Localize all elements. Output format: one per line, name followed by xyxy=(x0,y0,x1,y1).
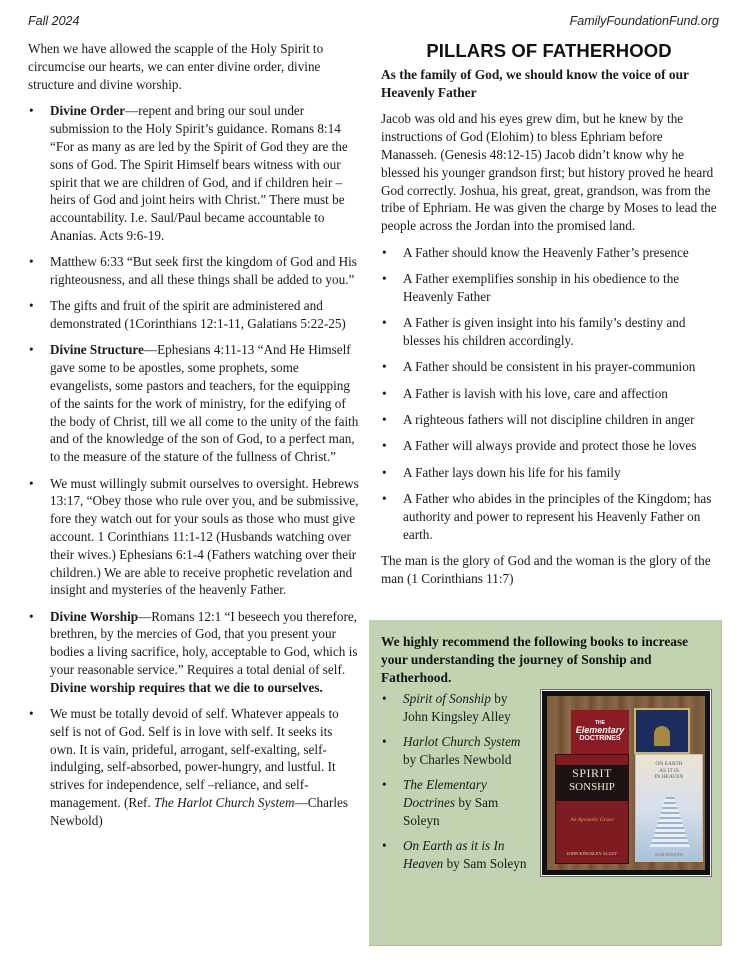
book-author: by Sam Soleyn xyxy=(443,855,527,871)
bullet-icon: • xyxy=(382,385,387,401)
bullet-icon: • xyxy=(29,608,34,624)
book-cover-elementary-doctrines xyxy=(571,710,629,760)
cover-text: JOHN KINGSLEY ALLEY xyxy=(566,851,618,856)
bullet-icon: • xyxy=(382,777,387,793)
list-item-text: A Father exemplifies sonship in his obedience to the Heavenly Father xyxy=(403,271,680,305)
bullet-icon: • xyxy=(382,315,387,331)
book-list xyxy=(381,690,531,880)
bullet-icon: • xyxy=(382,464,387,480)
book-item xyxy=(381,776,531,829)
issue-label: Fall 2024 xyxy=(28,14,80,28)
bullet-icon: • xyxy=(29,706,34,722)
cover-text: SAM SOLEYN xyxy=(654,852,684,857)
cover-text: DOCTRINES xyxy=(579,735,621,742)
bullet-text-after: —Charles Newbold) xyxy=(50,795,349,828)
cover-text: An Apostolic Grace xyxy=(570,817,614,823)
book-title: Harlot Church System xyxy=(403,734,521,750)
bullet-oversight xyxy=(28,475,360,600)
bullet-icon: • xyxy=(382,271,387,287)
bullet-text: We must willingly submit ourselves to oversight. Hebrews 13:17, “Obey those who rule over you, and be submissive, fore they watch out for your souls as those who must give account. 1 Corinthians 11:1-12 (Husbands watching over their wives.) Ephesians 6:1-4 (Fathers watching over their children.) We are able to receive prophetic revelation and insight and mysteries of the heavenly Father. xyxy=(50,475,359,598)
stairway-illustration xyxy=(650,797,690,847)
list-item-text: A Father lays down his life for his family xyxy=(403,464,621,480)
bullet-icon: • xyxy=(382,490,387,506)
cover-text: Elementary xyxy=(575,725,625,735)
bullet-icon: • xyxy=(29,342,34,358)
book-title: The Elementary Doctrines xyxy=(403,777,487,810)
bullet-text: The gifts and fruit of the spirit are administered and demonstrated (1Corinthians 12:1-11, Galatians 5:22-25) xyxy=(50,298,346,332)
left-column xyxy=(28,40,360,838)
bullet-bold-lead: Divine Order xyxy=(50,103,126,119)
bullet-divine-structure xyxy=(28,341,360,466)
bullet-matthew xyxy=(28,253,360,289)
bullet-text: —repent and bring our soul under submission to the Holy Spirit’s guidance. Romans 8:14 “For as many as are led by the Spirit of God they are the sons of God. The Spirit Himself bears witness with our spirit that we are children of God, and if children heir –heirs of God and joint heirs with Christ.” There must be accountability. I.e. Saul/Paul became accountable to Ananias. Acts 9:6-19. xyxy=(50,103,348,243)
list-item-text: A Father should know the Heavenly Father’s presence xyxy=(403,244,689,260)
list-item xyxy=(381,314,717,350)
bullet-text: —Romans 12:1 “I beseech you therefore, brethren, by the mercies of God, that you present your bodies a living sacrifice, holy, acceptable to God, which is your reasonable service.” Requires a total denial of self. xyxy=(50,608,358,677)
cover-text: THE xyxy=(595,720,605,726)
list-item-text: A Father who abides in the principles of the Kingdom; has authority and power to represent his Heavenly Father on earth. xyxy=(403,490,712,542)
book-item xyxy=(381,690,531,725)
bullet-gifts xyxy=(28,297,360,333)
list-item xyxy=(381,244,717,262)
bullet-icon: • xyxy=(382,734,387,750)
bullet-text: We must be totally devoid of self. Whatever appeals to self is not of God. Self is in love with self. It seeks its own. It is vain, prideful, arrogant, self-exalting, self-indulging, self-absorbed, power-hungry, and lustful. It strives for independence, self –reliance, and self-management. (Ref. xyxy=(50,706,339,811)
bullet-icon: • xyxy=(29,103,34,119)
book-author: by John Kingsley Alley xyxy=(403,691,511,724)
bullet-text: Matthew 6:33 “But seek first the kingdom of God and His righteousness, and all these things shall be added to you.” xyxy=(50,254,357,288)
list-item xyxy=(381,464,717,482)
bullet-icon: • xyxy=(382,438,387,454)
list-item-text: A Father will always provide and protect those he loves xyxy=(403,438,697,454)
books-photo xyxy=(541,690,711,876)
bullet-icon: • xyxy=(382,412,387,428)
website-label: FamilyFoundationFund.org xyxy=(569,14,719,28)
bullet-icon: • xyxy=(382,691,387,706)
book-recommendations-box xyxy=(369,620,722,946)
article-paragraph: Jacob was old and his eyes grew dim, but he knew by the instructions of God (Elohim) to bless Ephriam before Manasseh. (Genesis 48:12-15) Jacob didn’t know why he blessed his younger grandson first; but history proved he heard God correctly. Joshua, his great, great, grandson, was from the tribe of Ephriam. He was given the charge by Moses to lead the people across the Jordan into the promised land. xyxy=(381,111,717,234)
cover-text: AS IT IS xyxy=(659,767,679,774)
list-item xyxy=(381,437,717,455)
cover-text: IN HEAVEN xyxy=(654,774,684,780)
list-item xyxy=(381,490,717,543)
book-item xyxy=(381,837,531,872)
book-cover-spirit-of-sonship xyxy=(555,754,629,864)
wood-table-background xyxy=(547,696,705,870)
bullet-bold-lead: Divine Worship xyxy=(50,608,139,624)
list-item-text: A Father is given insight into his family’s destiny and blesses his children accordingly. xyxy=(403,315,686,349)
cover-illustration xyxy=(654,726,670,746)
book-title: On Earth as it is In Heaven xyxy=(403,838,505,871)
fatherhood-bullet-list xyxy=(381,244,717,543)
bullet-icon: • xyxy=(29,254,34,270)
closing-paragraph: The man is the glory of God and the woman is the glory of the man (1 Corinthians 11:7) xyxy=(381,552,711,586)
bullet-divine-worship xyxy=(28,608,360,697)
bullet-italic-reference: The Harlot Church System xyxy=(154,795,295,811)
book-author: by Charles Newbold xyxy=(403,751,512,767)
cover-text: SONSHIP xyxy=(569,781,615,793)
article-title: PILLARS OF FATHERHOOD xyxy=(426,40,672,61)
book-cover-harlot-church-system xyxy=(634,708,690,754)
book-cover-on-earth-as-it-is-in-heaven xyxy=(635,754,703,862)
recommendations-heading: We highly recommend the following books to increase your understanding the journey of Sonship and Fatherhood. xyxy=(381,634,689,685)
bullet-icon: • xyxy=(29,475,34,491)
list-item-text: A righteous fathers will not discipline children in anger xyxy=(403,412,695,428)
bullet-devoid-of-self xyxy=(28,705,360,830)
bullet-bold-tail: Divine worship requires that we die to ourselves. xyxy=(50,679,323,695)
book-author: by Sam Soleyn xyxy=(403,794,499,828)
bullet-icon: • xyxy=(29,298,34,314)
list-item-text: A Father is lavish with his love, care and affection xyxy=(403,385,668,401)
article-subheading: As the family of God, we should know the voice of our Heavenly Father xyxy=(381,66,689,100)
list-item xyxy=(381,411,717,429)
right-column xyxy=(381,40,717,587)
left-bullet-list xyxy=(28,102,360,829)
bullet-text: —Ephesians 4:11-13 “And He Himself gave some to be apostles, some prophets, some evangelists, some pastors and teachers, for the equipping of the saints for the work of ministry, for the edifying of the body of Christ, till we all come to the unity of the faith and of the knowledge of the son of God, to a perfect man, to the measure of the stature of the fullness of Christ.” xyxy=(50,342,359,465)
bullet-icon: • xyxy=(382,359,387,375)
list-item xyxy=(381,358,717,376)
book-title: Spirit of Sonship xyxy=(403,691,491,706)
bullet-divine-order xyxy=(28,102,360,244)
list-item xyxy=(381,270,717,306)
bullet-icon: • xyxy=(382,838,387,854)
intro-paragraph: When we have allowed the scapple of the Holy Spirit to circumcise our hearts, we can enter divine order, divine structure and divine worship. xyxy=(28,41,324,92)
cover-text: ON EARTH xyxy=(655,761,683,767)
bullet-bold-lead: Divine Structure xyxy=(50,342,144,358)
cover-text: SPIRIT xyxy=(572,766,612,780)
list-item-text: A Father should be consistent in his prayer-communion xyxy=(403,359,696,375)
list-item xyxy=(381,385,717,403)
book-item xyxy=(381,733,531,768)
bullet-icon: • xyxy=(382,244,387,260)
